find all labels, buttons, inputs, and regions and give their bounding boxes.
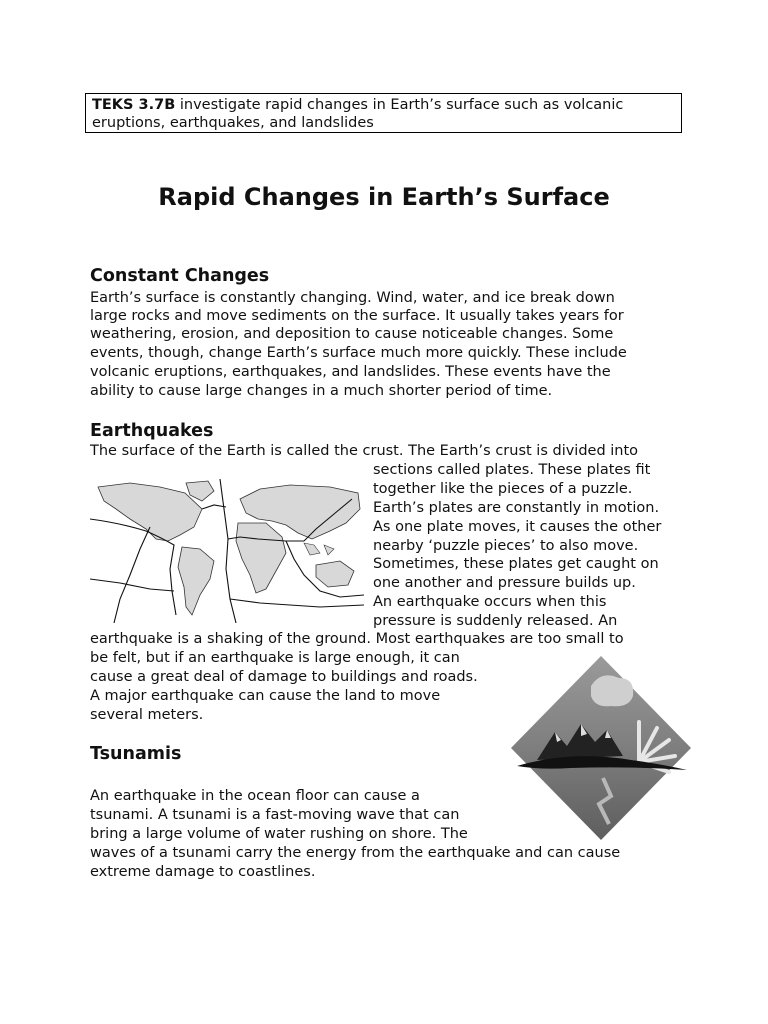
paragraph-line: sections called plates. These plates fit: [373, 462, 651, 478]
paragraph-line: Sometimes, these plates get caught on: [373, 556, 659, 572]
paragraph-line: weathering, erosion, and deposition to cause noticeable changes. Some: [90, 326, 614, 342]
paragraph-line: Earth’s plates are constantly in motion.: [373, 500, 660, 516]
paragraph-line: together like the pieces of a puzzle.: [373, 481, 633, 497]
paragraph-line: earthquake is a shaking of the ground. Most earthquakes are too small to: [90, 631, 624, 647]
paragraph-line: pressure is suddenly released. An: [373, 613, 618, 629]
heading-earthquakes: Earthquakes: [90, 421, 214, 441]
paragraph-line: bring a large volume of water rushing on shore. The: [90, 826, 468, 842]
paragraph-line: Earth’s surface is constantly changing. Wind, water, and ice break down: [90, 290, 615, 306]
teks-text: investigate rapid changes in Earth’s surface such as volcanic: [175, 97, 624, 113]
paragraph-line: be felt, but if an earthquake is large enough, it can: [90, 650, 460, 666]
paragraph-line: ability to cause large changes in a much shorter period of time.: [90, 383, 553, 399]
paragraph-line: The surface of the Earth is called the crust. The Earth’s crust is divided into: [90, 443, 639, 459]
paragraph-line: waves of a tsunami carry the energy from the earthquake and can cause: [90, 845, 621, 861]
teks-standard-box: [85, 93, 682, 133]
paragraph-line: extreme damage to coastlines.: [90, 864, 316, 880]
paragraph-line: An earthquake occurs when this: [373, 594, 607, 610]
paragraph-line: cause a great deal of damage to buildings and roads.: [90, 669, 478, 685]
teks-code: TEKS 3.7B: [92, 97, 176, 113]
paragraph-line: several meters.: [90, 707, 204, 723]
paragraph-line: An earthquake in the ocean floor can cause a: [90, 788, 420, 804]
teks-text-2: eruptions, earthquakes, and landslides: [92, 115, 374, 131]
paragraph-line: large rocks and move sediments on the surface. It usually takes years for: [90, 308, 624, 324]
paragraph-line: events, though, change Earth’s surface much more quickly. These include: [90, 345, 627, 361]
paragraph-line: nearby ‘puzzle pieces’ to also move.: [373, 538, 639, 554]
paragraph-line: tsunami. A tsunami is a fast-moving wave that can: [90, 807, 460, 823]
earthquake-sign-icon: [511, 656, 691, 840]
paragraph-line: one another and pressure builds up.: [373, 575, 636, 591]
paragraph-line: volcanic eruptions, earthquakes, and landslides. These events have the: [90, 364, 611, 380]
paragraph-line: A major earthquake can cause the land to move: [90, 688, 441, 704]
paragraph-line: As one plate moves, it causes the other: [373, 519, 662, 535]
heading-constant-changes: Constant Changes: [90, 266, 270, 286]
heading-tsunamis: Tsunamis: [90, 744, 182, 764]
tectonic-plate-map-image: [90, 479, 364, 623]
page-title: Rapid Changes in Earth’s Surface: [158, 183, 610, 211]
